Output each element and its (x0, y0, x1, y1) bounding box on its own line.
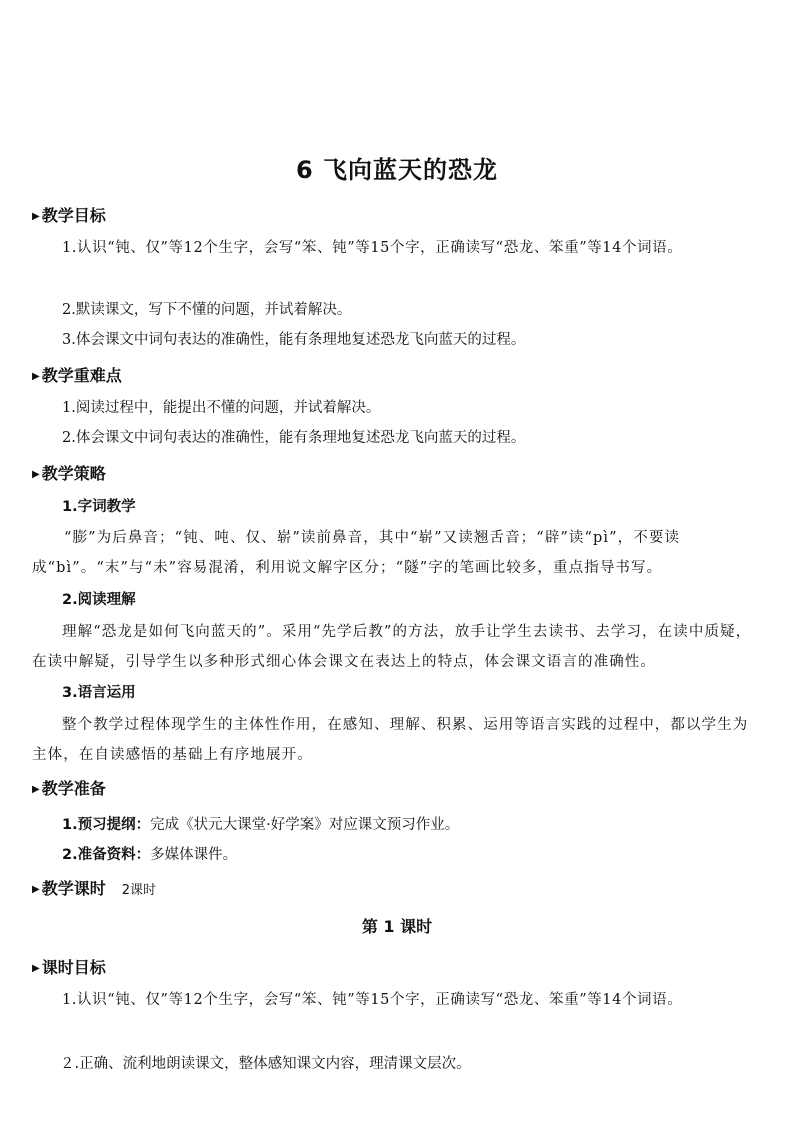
goal-item-3: 3.体会课文中词句表达的准确性，能有条理地复述恐龙飞向蓝天的过程。 (62, 332, 526, 348)
heading-text: 教学目标 (41, 206, 106, 225)
goal-item-2: 2.默读课文，写下不懂的问题，并试着解决。 (62, 302, 352, 318)
goal-item-1: 1.认识“钝、仅”等12个生字，会写“笨、钝”等15个字，正确读写“恐龙、笨重”等14个词语。 (62, 240, 683, 256)
lesson-1-title: 第 1 课时 (361, 917, 433, 936)
heading-text: 教学课时 (41, 879, 106, 898)
strategy-sub2-text: 理解“恐龙是如何飞向蓝天的”。采用“先学后教”的方法，放手让学生去读书、去学习，在读中质疑，在读中解疑，引导学生以多种形式细心体会课文在表达上的特点，体会课文语言的准确性。 (32, 624, 752, 670)
heading-text: 教学重难点 (41, 366, 122, 385)
triangle-marker-icon: ▶ (32, 784, 40, 795)
triangle-marker-icon: ▶ (32, 963, 40, 974)
key-point-item-1: 1.阅读过程中，能提出不懂的问题，并试着解决。 (62, 400, 381, 416)
heading-key-points (32, 363, 122, 386)
heading-teaching-goals (32, 203, 106, 226)
heading-text: 课时目标 (41, 958, 106, 977)
prep-item-2-label: 2.准备资料： (62, 847, 151, 863)
triangle-marker-icon: ▶ (32, 884, 40, 895)
strategy-sub3-text: 整个教学过程体现学生的主体性作用，在感知、理解、积累、运用等语言实践的过程中，都以学生为主体，在自读感悟的基础上有序地展开。 (32, 717, 749, 763)
lesson-goal-item-1: 1.认识“钝、仅”等12个生字，会写“笨、钝”等15个字，正确读写“恐龙、笨重”等14个词语。 (62, 992, 683, 1008)
heading-class-hours (32, 876, 156, 899)
heading-preparation (32, 776, 106, 799)
triangle-marker-icon: ▶ (32, 371, 40, 382)
strategy-sub2-title: 2.阅读理解 (62, 592, 136, 608)
heading-text: 教学准备 (41, 779, 106, 798)
strategy-sub1-text: “膨”为后鼻音；“钝、吨、仅、崭”读前鼻音，其中“崭”又读翘舌音；“辟”读“pì”，不要读成“bì”。“末”与“未”容易混淆，利用说文解字区分；“隧”字的笔画比较多，重点指导书写。 (32, 530, 681, 576)
strategy-sub1-title: 1.字词教学 (62, 499, 136, 515)
page-title: 6 飞向蓝天的恐龙 (295, 156, 499, 184)
heading-lesson-goals (32, 955, 106, 978)
prep-item-1-text: 完成《状元大课堂·好学案》对应课文预习作业。 (150, 817, 460, 833)
class-hours-value: 2课时 (121, 883, 156, 898)
prep-item-1-label: 1.预习提纲： (62, 817, 151, 833)
triangle-marker-icon: ▶ (32, 211, 40, 222)
prep-item-2-text: 多媒体课件。 (150, 847, 238, 863)
strategy-sub3-title: 3.语言运用 (62, 685, 136, 701)
prep-item-1 (62, 813, 459, 834)
lesson-goal-item-2: ２.正确、流利地朗读课文，整体感知课文内容，理清课文层次。 (60, 1056, 471, 1072)
triangle-marker-icon: ▶ (32, 469, 40, 480)
heading-text: 教学策略 (41, 464, 106, 483)
heading-strategy (32, 461, 106, 484)
key-point-item-2: 2.体会课文中词句表达的准确性，能有条理地复述恐龙飞向蓝天的过程。 (62, 430, 526, 446)
prep-item-2 (62, 843, 237, 864)
